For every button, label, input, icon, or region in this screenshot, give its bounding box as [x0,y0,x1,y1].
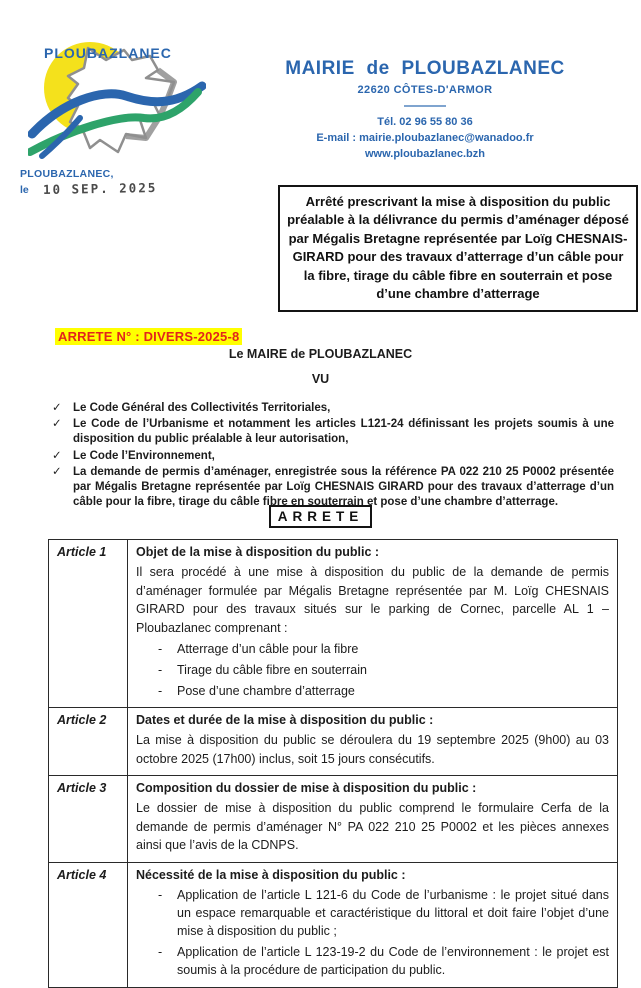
mairie-title: MAIRIE de PLOUBAZLANEC [285,58,565,79]
article-row [49,776,618,863]
article-bullet [158,640,609,658]
article-label: Article 3 [57,781,107,796]
vu-list [52,401,614,511]
arrete-heading: ARRETE [269,505,373,528]
checkmark-icon: ✓ [52,402,62,414]
article-label-cell [49,776,128,863]
arrete-heading-wrap [0,505,641,528]
date-stamp: 10 SEP. 2025 [42,179,158,197]
bullet-text: Tirage du câble fibre en souterrain [177,663,367,678]
checkmark-icon: ✓ [52,418,62,431]
article-heading: Objet de la mise à disposition du public : [136,545,380,559]
mairie-postal-line: 22620 CÔTES-D'ARMOR [357,84,493,96]
article-body-cell [128,708,618,776]
article-label: Article 4 [57,867,107,882]
article-body-cell [128,862,618,987]
article-paragraph: Le dossier de mise à disposition du public comprend le formulaire Cerfa de la demande de permis d’aménager N° PA 022 210 25 P0002 et les pièces annexes ainsi que l’avis de la CDNPS. [136,801,609,853]
bullet-dash: - [158,887,163,902]
article-label: Article 2 [57,713,107,728]
vu-label: VU [311,372,330,386]
article-body-cell [128,540,618,708]
vu-item-text: Le Code de l’Urbanisme et notamment les articles L121-24 définissant les projets soumis à une disposition du public préalable à leur autorisation, [73,418,614,446]
ploubazlanec-logo [28,26,206,166]
article-paragraph: Il sera procédé à une mise à disposition du public de la demande de permis d’aménager formulée par Mégalis Bretagne représentée par M. Loïg CHESNAIS GIRARD pour des travaux situés sur le parking de Cornec, parcelle AL 1 – Ploubazlanec comprenant : [136,565,609,635]
article-label-cell [49,708,128,776]
bullet-dash: - [158,663,163,678]
logo-wordmark: PLOUBAZLANEC [44,45,172,61]
bullet-dash: - [158,642,163,656]
article-label-cell [49,540,128,708]
vu-item-text: La demande de permis d’aménager, enregistrée sous la référence PA 022 210 25 P0002 présentée par Mégalis Bretagne représentée par Loïg CHESNAIS GIRARD pour des travaux d’atterrage d’un câble pour la fibre, tirage du câble fibre en souterrain et pose d’une chambre d’atterrage. [73,465,614,509]
vu-item-text: Le Code Général des Collectivités Territoriales, [73,402,331,414]
mairie-website: www.ploubazlanec.bzh [365,147,485,160]
commune-map-logo-graphic [28,26,206,166]
article-heading: Nécessité de la mise à disposition du public : [136,867,406,882]
articles-table [48,539,618,988]
header-divider [404,105,446,107]
article-heading: Dates et durée de la mise à disposition du public : [136,713,434,728]
bullet-text: Atterrage d’un câble pour la fibre [177,642,359,656]
decree-number-highlight: ARRETE N° : DIVERS-2025-8 [55,328,242,345]
article-row [49,862,618,987]
article-bullet [158,943,609,979]
article-bullet [158,682,609,700]
bullet-text: Application de l’article L 121-6 du Code de l’urbanisme : le projet situé dans un espace remarquable et caractéristique du littoral et doit faire l’objet d’une mise à disposition du public ; [177,887,609,939]
decree-title-box: Arrêté prescrivant la mise à disposition du public préalable à la délivrance du permis d’aménager déposé par Mégalis Bretagne représentée par Loïg CHESNAIS-GIRARD pour des travaux d’atterrage d’un câble pour la fibre, tirage du câble fibre en souterrain et pose d’une chambre d’atterrage [278,185,638,312]
article-row [49,540,618,708]
vu-item [52,449,614,464]
checkmark-icon: ✓ [52,449,62,462]
mairie-phone: Tél. 02 96 55 80 36 [377,116,473,128]
commune-name-line: PLOUBAZLANEC, [20,168,114,180]
bullet-dash: - [158,945,163,960]
date-prefix: le [20,183,29,196]
article-label-cell [49,862,128,987]
date-block [20,168,157,196]
article-heading: Composition du dossier de mise à disposition du public : [136,781,477,796]
checkmark-icon: ✓ [52,465,62,478]
vu-item [52,417,614,447]
bullet-dash: - [158,684,163,699]
vu-item-text: Le Code l’Environnement, [73,449,215,462]
mairie-header [240,58,610,163]
article-row [49,708,618,776]
mairie-email: E-mail : mairie.ploubazlanec@wanadoo.fr [316,131,534,144]
articles-table-body [49,540,618,988]
bullet-text: Pose d’une chambre d’atterrage [177,684,355,699]
bullet-text: Application de l’article L 123-19-2 du Code de l’environnement : le projet est soumis à la procédure de participation du public. [177,945,609,978]
article-bullet [158,661,609,679]
article-paragraph: La mise à disposition du public se déroulera du 19 septembre 2025 (9h00) au 03 octobre 2025 (17h00) inclus, soit 15 jours consécutifs. [136,733,609,766]
vu-item [52,401,614,416]
article-body-cell [128,776,618,863]
article-bullet [158,886,609,940]
vu-item [52,465,614,511]
article-label: Article 1 [57,545,107,559]
mayor-line: Le MAIRE de PLOUBAZLANEC [228,347,413,361]
